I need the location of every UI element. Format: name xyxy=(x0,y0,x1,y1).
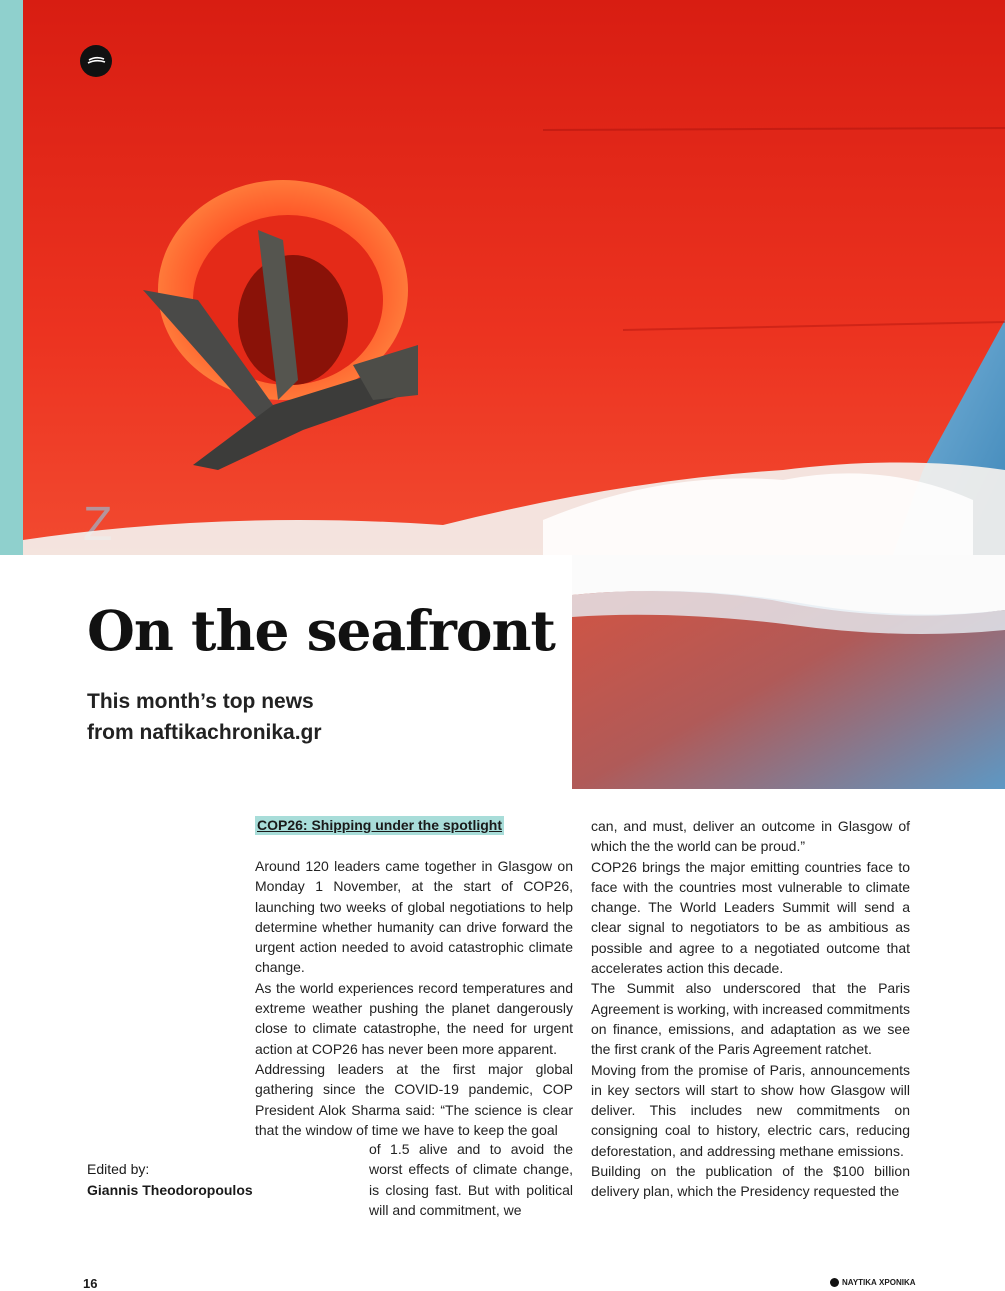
paragraph: Addressing leaders at the first major global gathering since the COVID-19 pandemic, COP President Alok Sharma said: “The science is clear that the window of time we have to keep the goal xyxy=(255,1060,573,1138)
article-column-1-continued xyxy=(369,1139,573,1220)
footer-brand xyxy=(830,1278,916,1287)
editor-label: Edited by: xyxy=(87,1161,150,1177)
page-number: 16 xyxy=(83,1276,98,1291)
naftika-logo-icon xyxy=(830,1278,839,1287)
paragraph: of 1.5 alive and to avoid the worst effects of climate change, is closing fast. But with political will and commitment, we xyxy=(369,1141,573,1218)
paragraph: Moving from the promise of Paris, announcements in key sectors will start to show how Glasgow will deliver. This includes new commitments on consigning coal to history, electric cars, reducing deforestation, and addressing methane emissions. xyxy=(591,1061,910,1159)
subtitle-line-2: from naftikachronika.gr xyxy=(87,721,322,744)
accent-bar xyxy=(0,0,23,555)
footer-brand-name: ΝΑΥΤΙΚΑ ΧΡΟΝΙΚΑ xyxy=(842,1278,916,1287)
paragraph: can, and must, deliver an outcome in Glasgow of which the the world can be proud.” xyxy=(591,818,910,855)
publication-logo-icon xyxy=(80,45,112,77)
svg-text:Z: Z xyxy=(83,498,113,551)
paragraph: Around 120 leaders came together in Glasgow on Monday 1 November, at the start of COP26, launching two weeks of global negotiations to help determine whether humanity can drive forward the urgent action needed to avoid catastrophic climate change. xyxy=(255,858,573,976)
paragraph: COP26 brings the major emitting countries face to face with the countries most vulnerable to climate change. The World Leaders Summit will send a clear signal to negotiators to be as ambitious as possible and agree to a negotiated outcome that accelerates action this decade. xyxy=(591,858,910,977)
subtitle-line-1: This month’s top news xyxy=(87,690,314,713)
hero-image xyxy=(23,0,1005,555)
article-heading: COP26: Shipping under the spotlight xyxy=(257,817,502,833)
editor-credit xyxy=(87,1159,253,1201)
wake-photo xyxy=(572,555,1005,789)
paragraph: The Summit also underscored that the Paris Agreement is working, with increased commitments on finance, emissions, and adaptation as we see the first crank of the Paris Agreement ratchet. xyxy=(591,980,911,1058)
page-title: On the seafront xyxy=(87,598,555,663)
hero-image-water xyxy=(572,555,1005,789)
article-column-1 xyxy=(255,856,573,1140)
article-column-2 xyxy=(591,816,910,1202)
paragraph: As the world experiences record temperatures and extreme weather pushing the planet dangerously close to climate catastrophe, the need for urgent action at COP26 has never been more apparent. xyxy=(255,979,573,1057)
paragraph: Building on the publication of the $100 billion delivery plan, which the Presidency requested the xyxy=(591,1163,910,1200)
page-subtitle xyxy=(87,686,322,748)
editor-name: Giannis Theodoropoulos xyxy=(87,1182,253,1198)
ship-bow-photo xyxy=(23,0,1005,555)
